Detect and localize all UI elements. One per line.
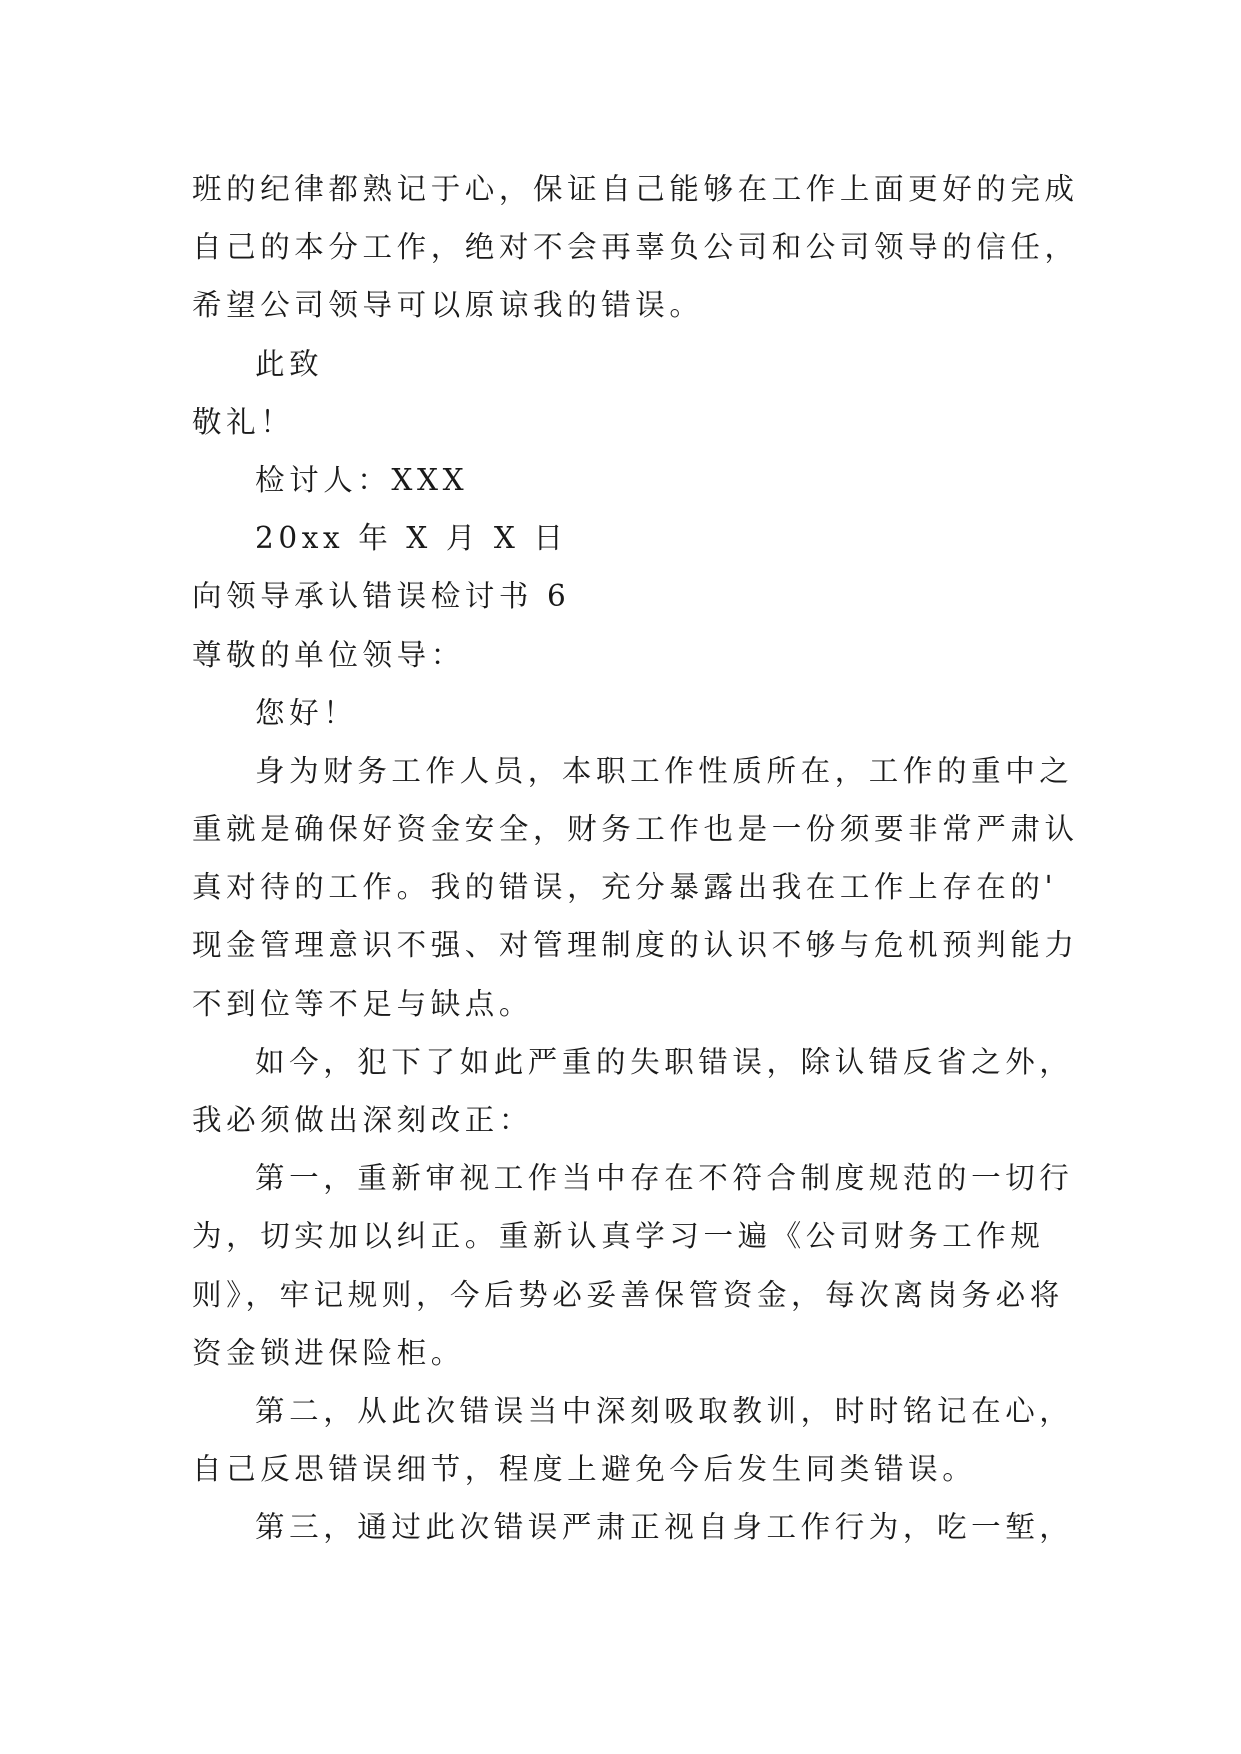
text-line: 我必须做出深刻改正： (192, 1103, 534, 1137)
date-line: 20xx 年 X 月 X 日 (255, 521, 568, 556)
text-line: 为，切实加以纠正。重新认真学习一遍《公司财务工作规 (192, 1219, 1045, 1254)
text-line: 第三，通过此次错误严肃正视自身工作行为，吃一堑， (255, 1510, 1074, 1545)
section-title: 向领导承认错误检讨书 6 (192, 579, 571, 614)
text-line: 希望公司领导可以原谅我的错误。 (192, 288, 704, 323)
document-body (192, 160, 1079, 1557)
text-line: 真对待的工作。我的错误，充分暴露出我在工作上存在的' (192, 870, 1058, 905)
text-line: 现金管理意识不强、对管理制度的认识不够与危机预判能力 (192, 928, 1079, 963)
salutation-line: 此致 (255, 346, 324, 381)
text-line: 自己的本分工作，绝对不会再辜负公司和公司领导的信任， (192, 230, 1079, 265)
text-line: 则》，牢记规则，今后势必妥善保管资金，每次离岗务必将 (192, 1277, 1064, 1312)
text-line: 资金锁进保险柜。 (192, 1335, 465, 1370)
text-line: 第二，从此次错误当中深刻吸取教训，时时铭记在心， (255, 1393, 1074, 1428)
text-line: 重就是确保好资金安全，财务工作也是一份须要非常严肃认 (192, 812, 1079, 847)
text-line: 班的纪律都熟记于心，保证自己能够在工作上面更好的完成 (192, 172, 1079, 206)
greeting-line: 您好！ (255, 695, 358, 730)
text-line: 不到位等不足与缺点。 (192, 986, 534, 1021)
text-line: 身为财务工作人员，本职工作性质所在，工作的重中之 (255, 753, 1074, 788)
salutation-line: 敬礼！ (192, 404, 295, 439)
signature-line: 检讨人：XXX (255, 462, 469, 497)
greeting-line: 尊敬的单位领导： (192, 637, 465, 672)
text-line: 第一，重新审视工作当中存在不符合制度规范的一切行 (255, 1161, 1074, 1196)
text-line: 自己反思错误细节，程度上避免今后发生同类错误。 (192, 1452, 977, 1487)
text-line: 如今，犯下了如此严重的失职错误，除认错反省之外， (255, 1044, 1074, 1079)
